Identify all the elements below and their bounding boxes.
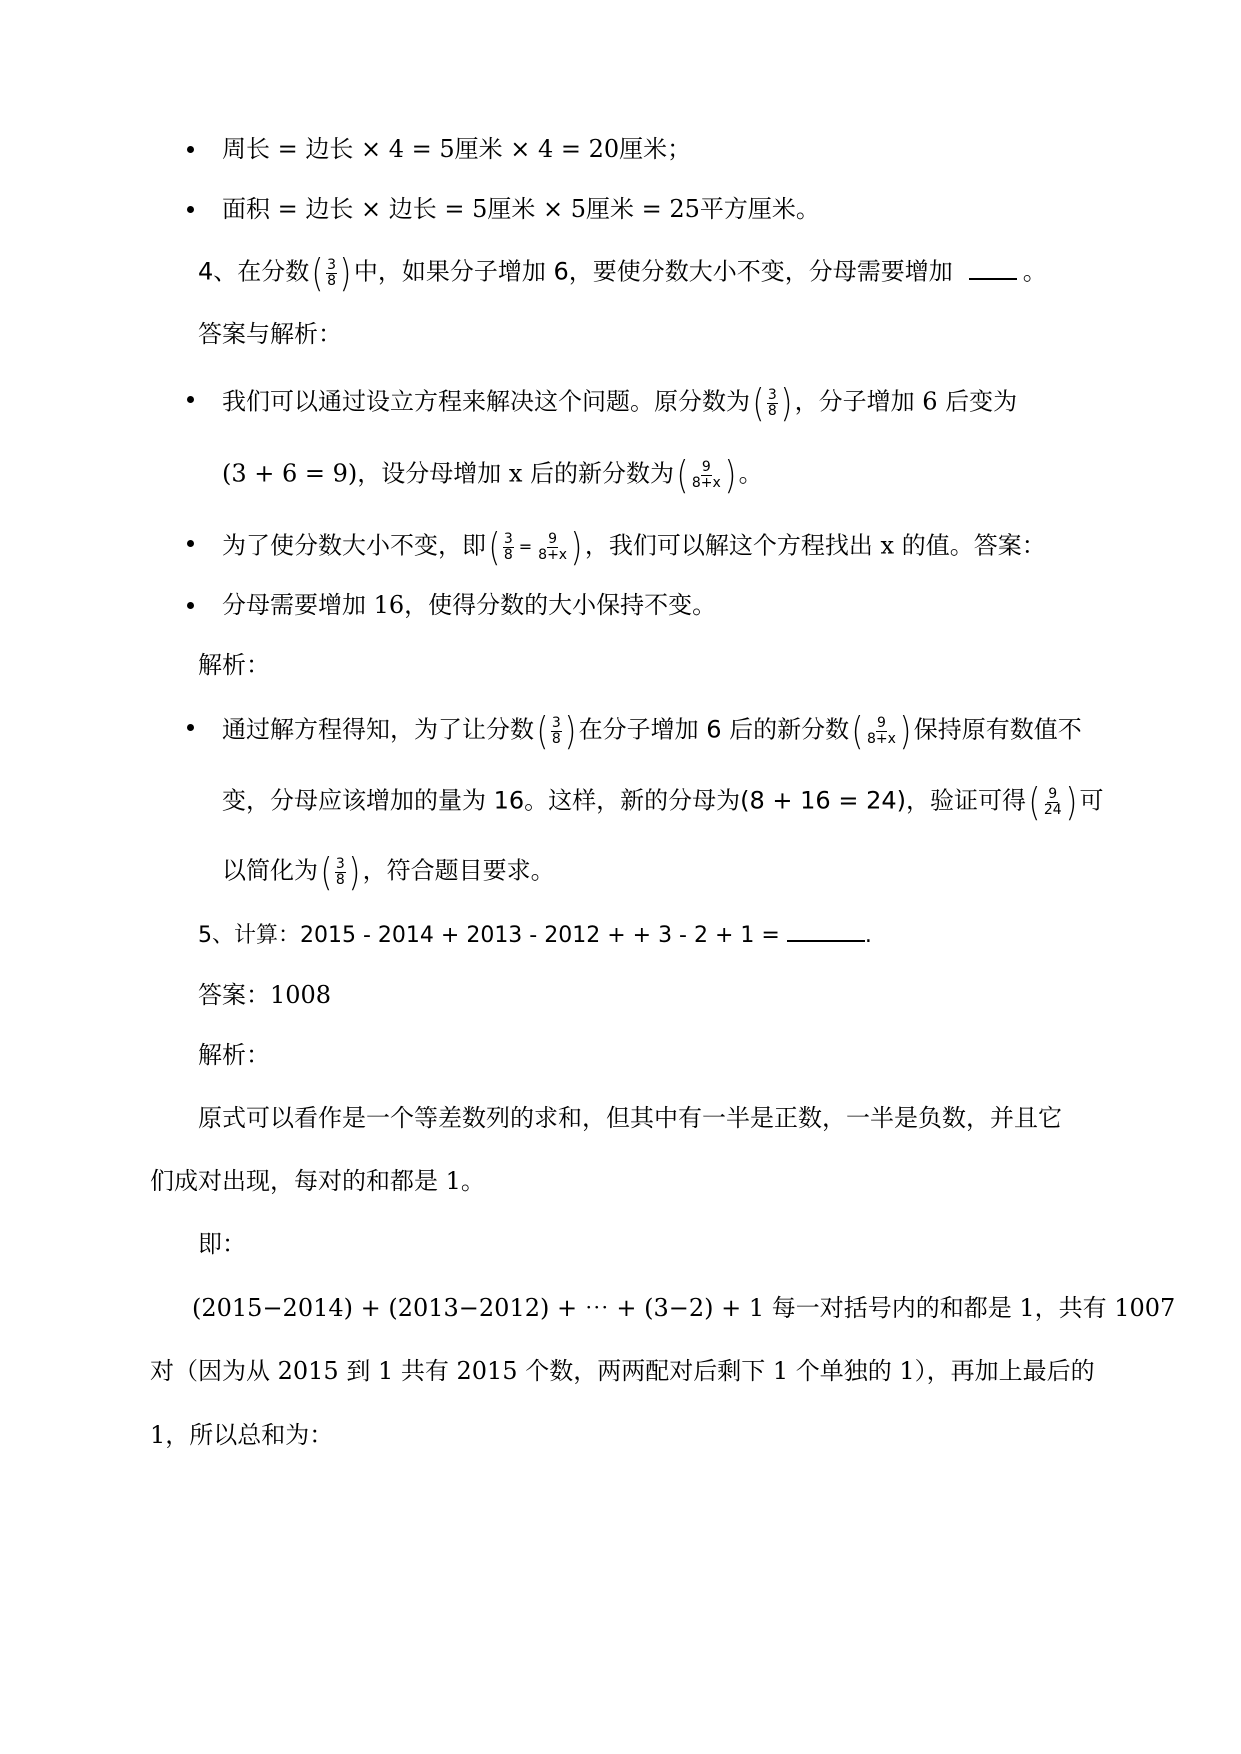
answer-analysis-label: 答案与解析： — [198, 320, 342, 348]
analysis-label-2: 解析： — [198, 1041, 270, 1069]
bullet-solution-line3: 以简化为 ( 3 8 ) ，符合题目要求。 — [222, 850, 555, 894]
question-4: 4、在分数 ( 3 8 ) 中，如果分子增加 6，要使分数大小不变，分母需要增加 。 — [198, 251, 1047, 295]
answer-blank — [969, 258, 1017, 280]
fraction-9-24: ( 9 24 ) — [1028, 780, 1077, 824]
fraction-3-8: ( 3 8 ) — [311, 251, 352, 295]
fraction-3-8: ( 3 8 ) — [536, 709, 577, 753]
equation-fraction: ( $\frac{3}{8}$ = $\frac{9}{8+x}$ ) — [488, 525, 583, 569]
bullet-equation-setup: 我们可以通过设立方程来解决这个问题。原分数为 ( 3 8 ) ，分子增加 6 后变为 — [222, 381, 1018, 425]
fraction-3-8: ( 3 8 ) — [320, 850, 361, 894]
paragraph-1-line-2: 们成对出现，每对的和都是 1。 — [150, 1167, 485, 1195]
fraction-9-8x: ( 9 8+x ) — [851, 709, 912, 753]
ji-label: 即： — [198, 1230, 246, 1258]
paragraph-2-line-3: 1，所以总和为： — [150, 1421, 334, 1449]
answer-5: 答案：1008 — [198, 981, 332, 1009]
analysis-label: 解析： — [198, 651, 270, 679]
bullet-perimeter: 周长 = 边长 × 4 = 5厘米 × 4 = 20厘米； — [222, 135, 692, 163]
question-5: 5、计算：2015 - 2014 + 2013 - 2012 + + 3 - 2 + 1 = . — [198, 920, 872, 951]
fraction-9-8x: ( 9 8+x ) — [676, 453, 737, 497]
fraction-3-8: ( 3 8 ) — [752, 381, 793, 425]
paragraph-2-line-1: (2015−2014) + (2013−2012) + ⋯ + (3−2) + 1 每一对括号内的和都是 1，共有 1007 — [192, 1294, 1176, 1322]
bullet-keep-equal: 为了使分数大小不变，即 ( $\frac{3}{8}$ = $\frac{9}{8+x}$ ) ，我们可以解这个方程找出 x 的值。答案： — [222, 525, 1046, 569]
bullet-answer-16: 分母需要增加 16，使得分数的大小保持不变。 — [222, 591, 717, 619]
bullet-area: 面积 = 边长 × 边长 = 5厘米 × 5厘米 = 25平方厘米。 — [222, 195, 820, 223]
paragraph-1-line-1: 原式可以看作是一个等差数列的求和，但其中有一半是正数，一半是负数，并且它 — [198, 1104, 1062, 1132]
bullet-solution-line2: 变，分母应该增加的量为 16。这样，新的分母为(8 + 16 = 24)，验证可得 ( 9 24 ) 可 — [222, 780, 1104, 824]
bullet-equation-setup-line2: (3 + 6 = 9)，设分母增加 x 后的新分数为 ( 9 8+x ) 。 — [222, 453, 763, 497]
answer-blank — [787, 920, 865, 942]
bullet-solution: 通过解方程得知，为了让分数 ( 3 8 ) 在分子增加 6 后的新分数 ( 9 8+x ) 保持原有数值不 — [222, 709, 1082, 753]
paragraph-2-line-2: 对（因为从 2015 到 1 共有 2015 个数，两两配对后剩下 1 个单独的 1），再加上最后的 — [150, 1357, 1095, 1385]
